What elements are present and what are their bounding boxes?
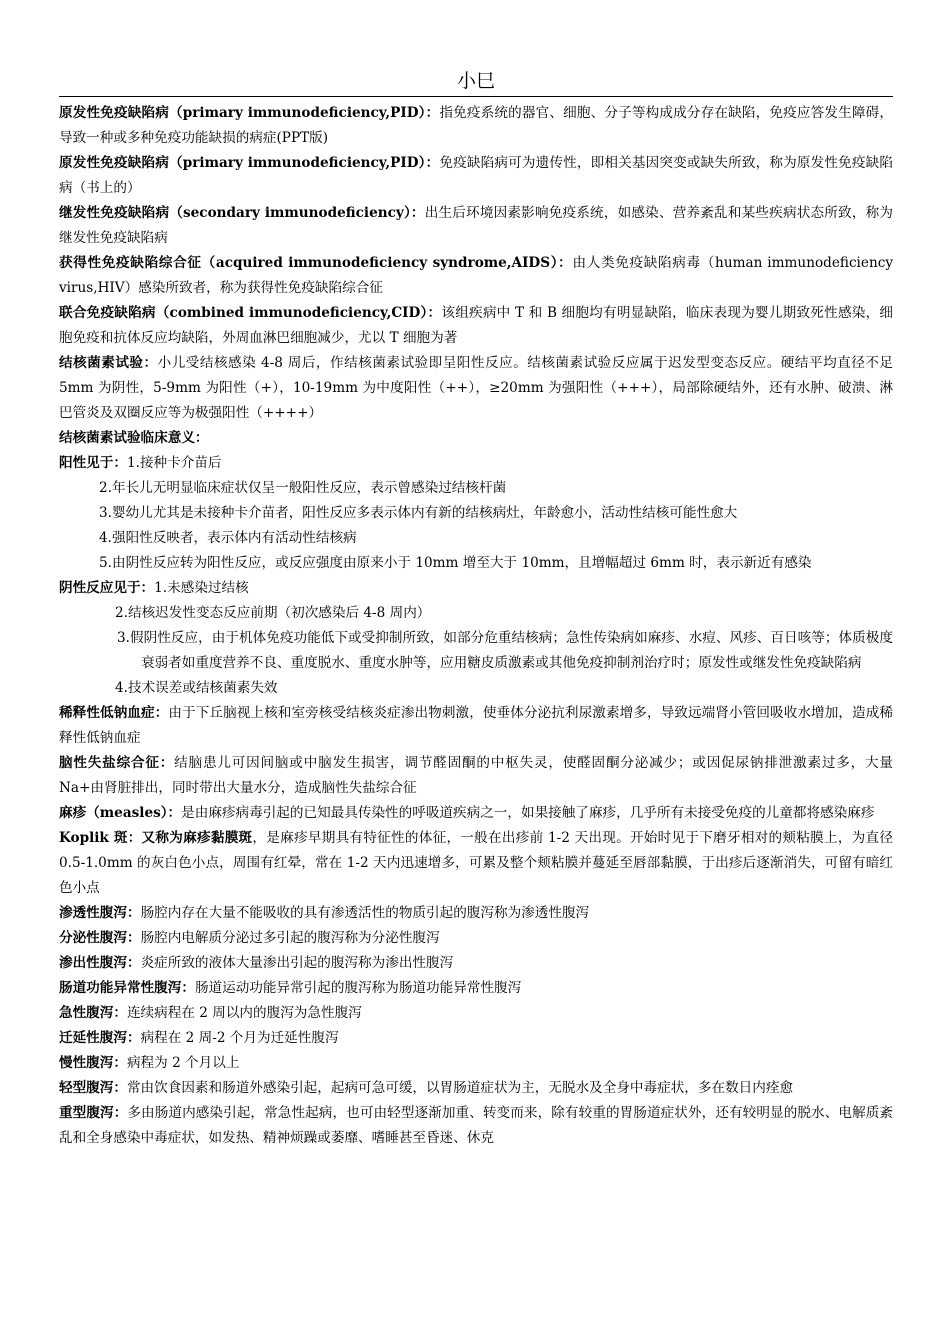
term-label: 轻型腹泻：: [59, 1080, 127, 1096]
term-label: 阴性反应见于：: [59, 580, 155, 596]
paragraph-text: 多由肠道内感染引起，常急性起病，也可由轻型逐渐加重、转变而来，除有较重的胃肠道症状外，还有较明显的脱水、电解质紊乱和全身感染中毒症状，如发热、精神烦躁或萎靡、嗜睡甚至昏迷、休克: [59, 1105, 894, 1146]
paragraph: [59, 301, 893, 351]
paragraph: [59, 626, 893, 676]
paragraph: [59, 1001, 893, 1026]
term-label: 结核菌素试验临床意义：: [59, 430, 209, 446]
paragraph: [59, 801, 893, 826]
paragraph-text: 肠腔内存在大量不能吸收的具有渗透活性的物质引起的腹泻称为渗透性腹泻: [140, 905, 590, 921]
paragraph: [59, 251, 893, 301]
paragraph: [59, 826, 893, 901]
paragraph: [59, 501, 893, 526]
term-label: 继发性免疫缺陷病（secondary immunodeficiency）：: [59, 205, 425, 221]
paragraph-text: 1.接种卡介苗后: [126, 455, 222, 471]
term-label: 分泌性腹泻：: [59, 930, 141, 946]
term-label: 慢性腹泻：: [59, 1055, 127, 1071]
paragraph-text: 2.结核迟发性变态反应前期（初次感染后 4-8 周内）: [115, 605, 431, 621]
paragraph-text: 该组疾病中 T 和 B 细胞均有明显缺陷，临床表现为婴儿期致死性感染，细胞免疫和抗体反应均缺陷，外周血淋巴细胞减少，尤以 T 细胞为著: [59, 305, 893, 346]
paragraph-text: 常由饮食因素和肠道外感染引起，起病可急可缓，以胃肠道症状为主，无脱水及全身中毒症状，多在数日内痊愈: [126, 1080, 794, 1096]
paragraph: [59, 526, 893, 551]
term-label: 麻疹（measles）：: [59, 805, 182, 821]
page-header: [59, 66, 893, 97]
paragraph: [59, 701, 893, 751]
paragraph: [59, 101, 893, 151]
term-label: 重型腹泻：: [59, 1105, 128, 1121]
paragraph: [59, 476, 893, 501]
term-label: 急性腹泻：: [59, 1005, 127, 1021]
term-label: 肠道功能异常性腹泻：: [59, 980, 195, 996]
document-body: [59, 101, 893, 1151]
paragraph: [59, 151, 893, 201]
term-label: 稀释性低钠血症：: [59, 705, 169, 721]
paragraph-text: 4.技术误差或结核菌素失效: [115, 680, 278, 696]
paragraph-text: 2.年长儿无明显临床症状仅呈一般阳性反应，表示曾感染过结核杆菌: [99, 480, 507, 496]
paragraph-text: 病程在 2 周-2 个月为迁延性腹泻: [140, 1030, 339, 1046]
paragraph-text: 是由麻疹病毒引起的已知最具传染性的呼吸道疾病之一，如果接触了麻疹，几乎所有未接受免疫的儿童都将感染麻疹: [181, 805, 875, 821]
paragraph: [59, 1101, 893, 1151]
paragraph-text: 炎症所致的液体大量渗出引起的腹泻称为渗出性腹泻: [140, 955, 454, 971]
paragraph-text: 3.婴幼儿尤其是未接种卡介苗者，阳性反应多表示体内有新的结核病灶，年龄愈小，活动性结核可能性愈大: [99, 505, 738, 521]
paragraph-text: 病程为 2 个月以上: [126, 1055, 240, 1071]
paragraph: [59, 351, 893, 426]
paragraph: [59, 926, 893, 951]
paragraph-text: 4.强阳性反映者，表示体内有活动性结核病: [99, 530, 357, 546]
term-label: 渗出性腹泻：: [59, 955, 141, 971]
paragraph: [59, 951, 893, 976]
paragraph-text: 肠道运动功能异常引起的腹泻称为肠道功能异常性腹泻: [194, 980, 522, 996]
term-label: Koplik 斑：又称为麻疹黏膜斑: [59, 830, 253, 846]
paragraph: [59, 1076, 893, 1101]
paragraph: [59, 601, 893, 626]
paragraph-text: 免疫缺陷病可为遗传性，即相关基因突变或缺失所致，称为原发性免疫缺陷病（书上的）: [59, 155, 893, 196]
paragraph: [59, 451, 893, 476]
term-label: 获得性免疫缺陷综合征（acquired immunodeficiency syndrome,AIDS）：: [59, 255, 573, 271]
term-label: 迁延性腹泻：: [59, 1030, 141, 1046]
paragraph: [59, 576, 893, 601]
paragraph-text: ，是麻疹早期具有特征性的体征，一般在出疹前 1-2 天出现。开始时见于下磨牙相对的颊粘膜上，为直径 0.5-1.0mm 的灰白色小点，周围有红晕，常在 1-2 天内迅速增多，可累及整个颊粘膜并蔓延至唇部黏膜，于出疹后逐渐消失，可留有暗红色小点: [59, 830, 893, 896]
paragraph: [59, 676, 893, 701]
paragraph-text: 5.由阴性反应转为阳性反应，或反应强度由原来小于 10mm 增至大于 10mm，且增幅超过 6mm 时，表示新近有感染: [99, 555, 812, 571]
paragraph-text: 由人类免疫缺陷病毒（human immunodeficiency virus,HIV）感染所致者，称为获得性免疫缺陷综合征: [59, 255, 893, 296]
paragraph-text: 连续病程在 2 周以内的腹泻为急性腹泻: [126, 1005, 362, 1021]
paragraph: [59, 201, 893, 251]
paragraph-text: 3.假阴性反应，由于机体免疫功能低下或受抑制所致，如部分危重结核病；急性传染病如麻疹、水痘、风疹、百日咳等；体质极度衰弱者如重度营养不良、重度脱水、重度水肿等，应用糖皮质激素或其他免疫抑制剂治疗时；原发性或继发性免疫缺陷病: [117, 630, 893, 671]
paragraph-text: 1.未感染过结核: [154, 580, 249, 596]
paragraph: [59, 751, 893, 801]
term-label: 原发性免疫缺陷病（primary immunodeficiency,PID）：: [59, 155, 440, 171]
term-label: 原发性免疫缺陷病（primary immunodeficiency,PID）：: [59, 105, 440, 121]
paragraph: [59, 976, 893, 1001]
term-label: 联合免疫缺陷病（combined immunodeficiency,CID）：: [59, 305, 442, 321]
term-label: 阳性见于：: [59, 455, 127, 471]
term-label: 结核菌素试验：: [59, 355, 158, 371]
paragraph: [59, 1026, 893, 1051]
paragraph: [59, 1051, 893, 1076]
paragraph-text: 由于下丘脑视上核和室旁核受结核炎症渗出物刺激，使垂体分泌抗利尿激素增多，导致远端肾小管回吸收水增加，造成稀释性低钠血症: [59, 705, 893, 746]
paragraph: [59, 551, 893, 576]
paragraph-text: 小儿受结核感染 4-8 周后，作结核菌素试验即呈阳性反应。结核菌素试验反应属于迟发型变态反应。硬结平均直径不足 5mm 为阴性，5-9mm 为阳性（+），10-19mm 为中度阳性（++），≥20mm 为强阳性（+++），局部除硬结外，还有水肿、破溃、淋巴管炎及双圈反应等为极强阳性（++++）: [59, 355, 894, 421]
paragraph-text: 出生后环境因素影响免疫系统，如感染、营养紊乱和某些疾病状态所致，称为继发性免疫缺陷病: [59, 205, 893, 246]
header-title: 小巳: [456, 70, 495, 92]
paragraph-text: 指免疫系统的器官、细胞、分子等构成成分存在缺陷，免疫应答发生障碍，导致一种或多种免疫功能缺损的病症(PPT版): [59, 105, 893, 146]
paragraph-text: 肠腔内电解质分泌过多引起的腹泻称为分泌性腹泻: [140, 930, 440, 946]
paragraph-text: 结脑患儿可因间脑或中脑发生损害，调节醛固酮的中枢失灵，使醛固酮分泌减少；或因促尿钠排泄激素过多，大量 Na+由肾脏排出，同时带出大量水分，造成脑性失盐综合征: [59, 755, 894, 796]
paragraph: [59, 426, 893, 451]
term-label: 渗透性腹泻：: [59, 905, 141, 921]
paragraph: [59, 901, 893, 926]
term-label: 脑性失盐综合征：: [59, 755, 175, 771]
